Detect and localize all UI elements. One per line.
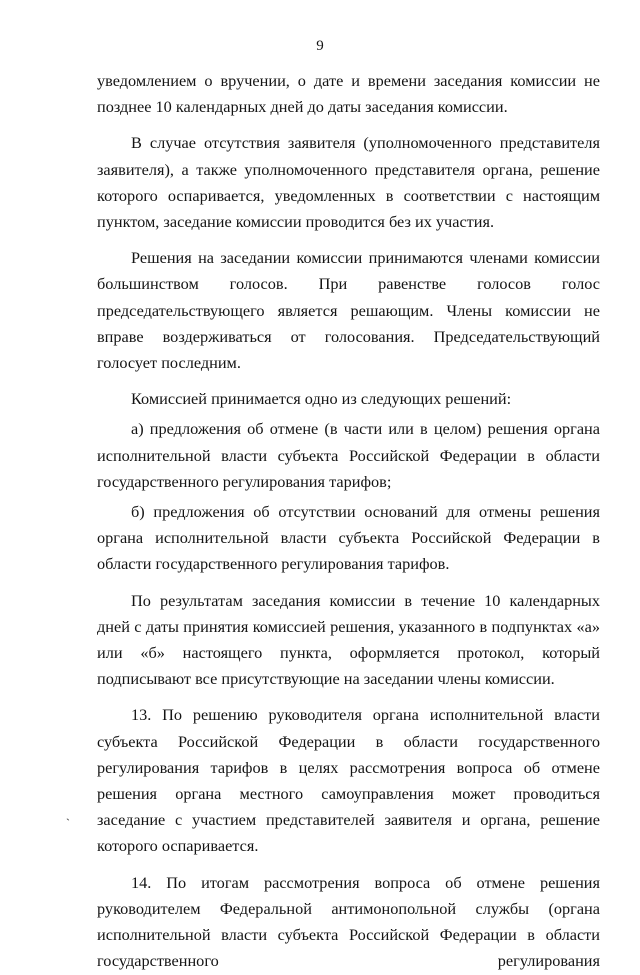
page-number: 9 (316, 38, 324, 54)
paragraph-decision-b: б) предложения об отсутствии оснований для отмены решения органа исполнительной власти субъекта Российской Федерации в области государственного регулирования тарифов. (97, 502, 600, 574)
document-body (97, 68, 600, 975)
paragraph-decisions-intro: Комиссией принимается одно из следующих решений: (131, 389, 512, 409)
paragraph-voting-rules: Решения на заседании комиссии принимаются членами комиссии большинством голосов. При равенстве голосов голос председательствующего является решающим. Члены комиссии не вправе воздерживаться от голосования. Председательствующий голосует последним. (97, 248, 600, 373)
paragraph-item-13: 13. По решению руководителя органа исполнительной власти субъекта Российской Федерации в области государственного регулирования тарифов в целях рассмотрения вопроса об отмене решения органа местного самоуправления может проводиться заседание с участием представителей заявителя и органа, решение которого оспаривается. (97, 705, 600, 856)
margin-mark: ˏ (66, 807, 70, 821)
paragraph-notice-continuation: уведомлением о вручении, о дате и времени заседания комиссии не позднее 10 календарных дней до даты заседания комиссии. (97, 71, 600, 117)
paragraph-protocol: По результатам заседания комиссии в течение 10 календарных дней с даты принятия комиссией решения, указанного в подпунктах «а» или «б» настоящего пункта, оформляется протокол, который подписывают все присутствующие на заседании члены комиссии. (97, 590, 600, 689)
paragraph-item-14: 14. По итогам рассмотрения вопроса об отмене решения руководителем Федеральной антимонопольной службы (органа исполнительной власти субъекта Российской Федерации в области государственного регулирования (97, 872, 600, 971)
paragraph-decision-a: а) предложения об отмене (в части или в целом) решения органа исполнительной власти субъекта Российской Федерации в области государственного регулирования тарифов; (97, 419, 600, 491)
paragraph-absence-of-applicant: В случае отсутствия заявителя (уполномоченного представителя заявителя), а также уполномоченного представителя органа, решение которого оспаривается, уведомленных в соответствии с настоящим пунктом, заседание комиссии проводится без их участия. (97, 133, 600, 232)
